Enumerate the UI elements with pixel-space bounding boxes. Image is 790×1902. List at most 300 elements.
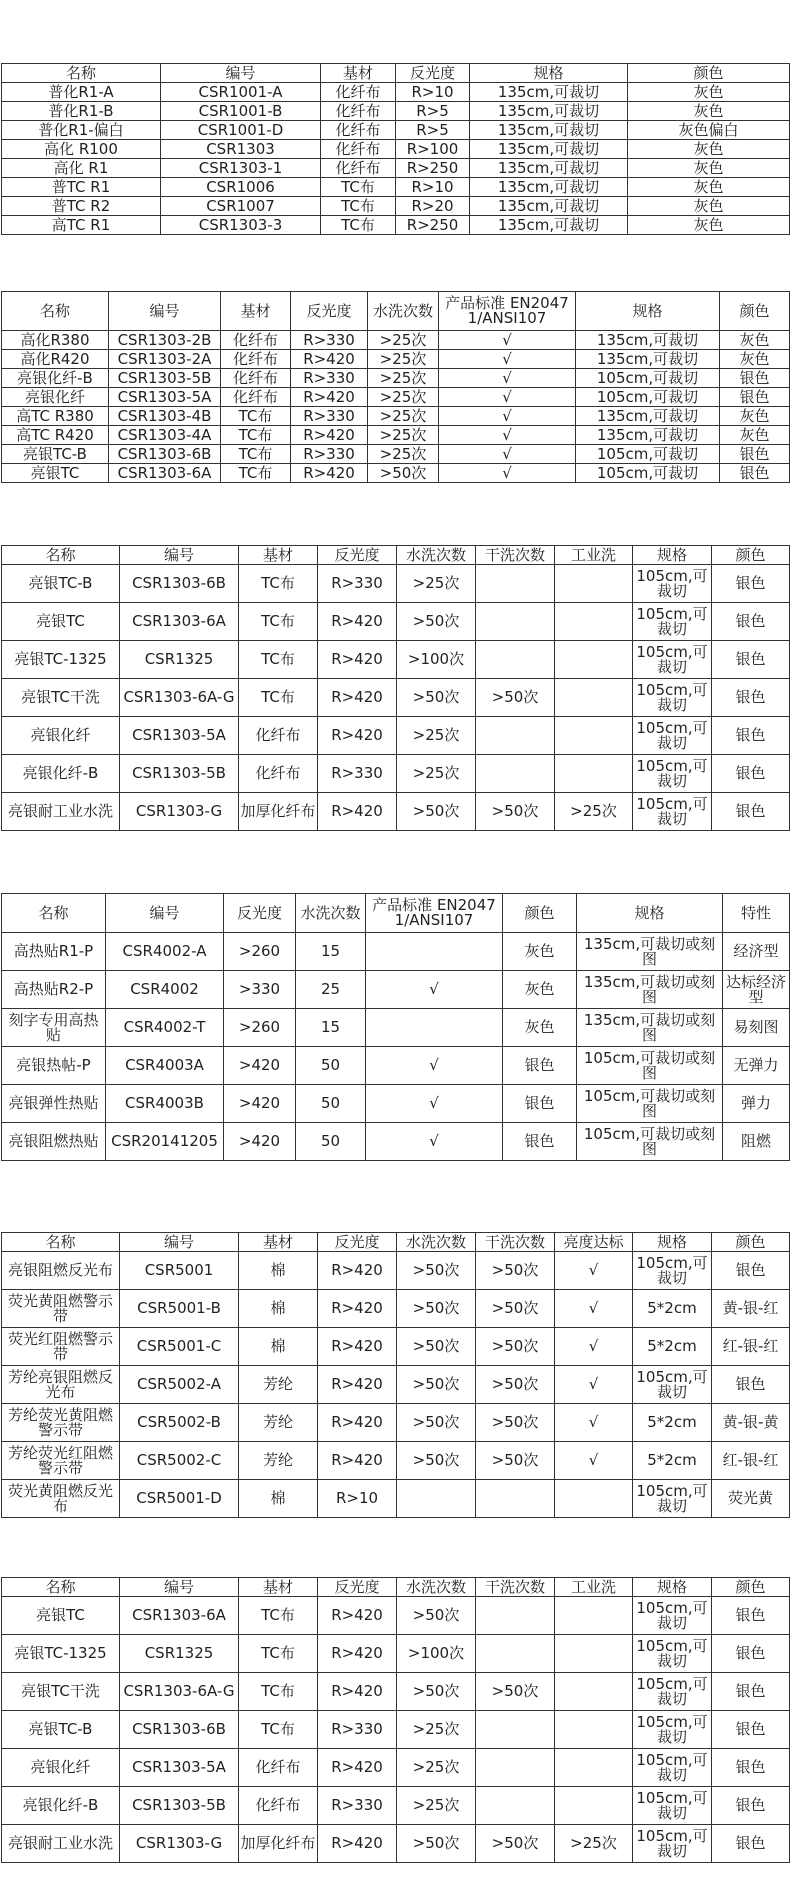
spec-table-2 (1, 291, 790, 483)
table-cell: 灰色偏白 (628, 121, 790, 140)
column-header: 水洗次数 (296, 894, 366, 933)
column-header: 颜色 (712, 1233, 790, 1252)
table-cell: 50 (296, 1047, 366, 1085)
table-cell: 银色 (712, 1597, 790, 1635)
table-cell (555, 1749, 633, 1787)
table-cell: 亮银化纤 (2, 388, 109, 407)
table-row (2, 679, 790, 717)
table-cell: CSR1325 (120, 641, 239, 679)
table-cell (476, 717, 555, 755)
table-cell: CSR1303-1 (161, 159, 321, 178)
table-cell: 105cm,可裁切 (633, 1825, 712, 1863)
table-cell: TC布 (321, 178, 396, 197)
table-cell: R>420 (318, 1825, 397, 1863)
table-row (2, 1480, 790, 1518)
spec-table-6 (1, 1577, 790, 1863)
table-row (2, 1749, 790, 1787)
column-header: 规格 (470, 64, 628, 83)
column-header: 规格 (633, 546, 712, 565)
table-cell: 灰色 (628, 83, 790, 102)
table-cell: R>420 (318, 1442, 397, 1480)
column-header: 颜色 (503, 894, 577, 933)
table-cell (555, 1480, 633, 1518)
table-row (2, 755, 790, 793)
table-cell (476, 1711, 555, 1749)
table-cell: 银色 (720, 388, 790, 407)
column-header: 颜色 (712, 1578, 790, 1597)
table-cell: 5*2cm (633, 1290, 712, 1328)
table-cell: >100次 (397, 1635, 476, 1673)
table-cell: 银色 (720, 369, 790, 388)
table-cell: 25 (296, 971, 366, 1009)
table-cell: R>330 (318, 1787, 397, 1825)
table-cell: 弹力 (723, 1085, 790, 1123)
table-row (2, 793, 790, 831)
table-row (2, 178, 790, 197)
table-cell (476, 641, 555, 679)
table-cell: 银色 (503, 1085, 577, 1123)
table-cell: 亮银热帖-P (2, 1047, 106, 1085)
table-cell: 银色 (712, 603, 790, 641)
column-header: 基材 (221, 292, 291, 331)
table-row (2, 121, 790, 140)
column-header: 颜色 (628, 64, 790, 83)
column-header: 编号 (120, 1578, 239, 1597)
table-cell: 化纤布 (239, 1749, 318, 1787)
table-cell: 50 (296, 1085, 366, 1123)
table-cell: R>420 (318, 717, 397, 755)
table-row (2, 407, 790, 426)
table-cell: R>100 (396, 140, 470, 159)
table-cell: 黄-银-黄 (712, 1404, 790, 1442)
table-cell: 高热贴R2-P (2, 971, 106, 1009)
column-header: 编号 (120, 546, 239, 565)
table-cell: CSR1303-G (120, 1825, 239, 1863)
table-cell: >50次 (476, 1404, 555, 1442)
table-cell: 高化 R1 (2, 159, 161, 178)
table-cell: CSR5002-C (120, 1442, 239, 1480)
table-cell: >25次 (555, 1825, 633, 1863)
table-cell: >50次 (476, 1825, 555, 1863)
table-cell: CSR1303-5A (120, 1749, 239, 1787)
table-cell: CSR1303-6A (120, 1597, 239, 1635)
table-cell: R>420 (318, 1673, 397, 1711)
table-cell: CSR1303-2A (109, 350, 221, 369)
table-cell: >100次 (397, 641, 476, 679)
table-cell: >50次 (397, 1328, 476, 1366)
table-cell: CSR1303-6A (120, 603, 239, 641)
table-cell: CSR1303-3 (161, 216, 321, 235)
table-cell: √ (366, 1123, 503, 1161)
table-cell (476, 1749, 555, 1787)
table-cell: >25次 (397, 755, 476, 793)
table-cell (555, 565, 633, 603)
column-header: 水洗次数 (397, 1233, 476, 1252)
table-cell: R>420 (318, 1328, 397, 1366)
table-cell (476, 1480, 555, 1518)
column-header: 反光度 (318, 1233, 397, 1252)
table-cell: CSR1303-5A (109, 388, 221, 407)
column-header: 反光度 (396, 64, 470, 83)
table-cell: >50次 (397, 1825, 476, 1863)
table-cell: TC布 (321, 216, 396, 235)
table-cell: TC布 (221, 464, 291, 483)
table-cell: CSR1303-6A-G (120, 679, 239, 717)
table-cell: 银色 (712, 1749, 790, 1787)
table-cell: 亮银TC-B (2, 565, 120, 603)
table-header-row (2, 64, 790, 83)
table-cell: R>420 (318, 1252, 397, 1290)
table-cell: 加厚化纤布 (239, 1825, 318, 1863)
column-header: 颜色 (712, 546, 790, 565)
table-cell (476, 603, 555, 641)
spec-table-5 (1, 1232, 790, 1518)
table-cell: 亮银TC干洗 (2, 1673, 120, 1711)
table-cell: CSR1007 (161, 197, 321, 216)
table-cell: TC布 (239, 641, 318, 679)
table-cell: >25次 (368, 426, 439, 445)
table-cell: CSR5001 (120, 1252, 239, 1290)
table-cell: CSR1303 (161, 140, 321, 159)
table-cell: 105cm,可裁切或刻图 (577, 1085, 723, 1123)
table-cell: 亮银TC-B (2, 445, 109, 464)
table-cell: TC布 (239, 1673, 318, 1711)
table-cell: 灰色 (628, 140, 790, 159)
table-cell: 105cm,可裁切 (633, 1673, 712, 1711)
table-cell: √ (366, 1047, 503, 1085)
table-row (2, 102, 790, 121)
table-row (2, 603, 790, 641)
table-cell: 高化R420 (2, 350, 109, 369)
table-cell: R>330 (291, 331, 368, 350)
table-cell: R>420 (318, 1597, 397, 1635)
table-cell: CSR5001-D (120, 1480, 239, 1518)
column-header: 规格 (633, 1233, 712, 1252)
table-cell (555, 1711, 633, 1749)
column-header: 干洗次数 (476, 546, 555, 565)
table-cell: R>5 (396, 102, 470, 121)
table-cell: 易刻图 (723, 1009, 790, 1047)
table-cell: 5*2cm (633, 1404, 712, 1442)
table-cell: R>10 (396, 83, 470, 102)
table-cell: >420 (224, 1085, 296, 1123)
table-cell: 亮银耐工业水洗 (2, 1825, 120, 1863)
table-cell: √ (439, 464, 576, 483)
table-cell: CSR1303-4B (109, 407, 221, 426)
table-cell: 银色 (712, 1635, 790, 1673)
table-row (2, 1711, 790, 1749)
table-cell: 化纤布 (239, 755, 318, 793)
table-cell: √ (439, 426, 576, 445)
table-cell: 105cm,可裁切 (576, 445, 720, 464)
table-cell: 105cm,可裁切 (633, 717, 712, 755)
table-cell: 亮银化纤 (2, 1749, 120, 1787)
column-header: 水洗次数 (368, 292, 439, 331)
table-cell: >50次 (476, 1673, 555, 1711)
table-cell: 105cm,可裁切 (633, 1597, 712, 1635)
column-header: 名称 (2, 1578, 120, 1597)
column-header: 基材 (239, 546, 318, 565)
table-cell: >50次 (397, 1366, 476, 1404)
table-cell: >330 (224, 971, 296, 1009)
table-cell: R>10 (318, 1480, 397, 1518)
table-cell: 灰色 (628, 102, 790, 121)
table-cell: TC布 (221, 407, 291, 426)
table-cell: CSR4002-A (106, 933, 224, 971)
table-cell: R>330 (318, 565, 397, 603)
table-cell: 135cm,可裁切 (576, 331, 720, 350)
table-cell: 银色 (712, 1252, 790, 1290)
table-cell: 化纤布 (221, 388, 291, 407)
table-cell: CSR1006 (161, 178, 321, 197)
table-row (2, 83, 790, 102)
table-cell: 15 (296, 933, 366, 971)
table-row (2, 369, 790, 388)
table-cell: √ (555, 1404, 633, 1442)
table-cell: 棉 (239, 1252, 318, 1290)
table-cell: CSR1001-A (161, 83, 321, 102)
table-cell (476, 1787, 555, 1825)
table-cell: 高化R380 (2, 331, 109, 350)
table-row (2, 331, 790, 350)
table-cell: CSR1303-5B (109, 369, 221, 388)
table-cell (555, 641, 633, 679)
table-cell: 银色 (712, 1366, 790, 1404)
table-cell: 105cm,可裁切 (633, 603, 712, 641)
spec-table-4 (1, 893, 790, 1161)
table-cell: 105cm,可裁切 (633, 565, 712, 603)
table-cell: 芳纶荧光红阻燃警示带 (2, 1442, 120, 1480)
table-cell: 芳纶 (239, 1442, 318, 1480)
table-cell: 化纤布 (321, 140, 396, 159)
column-header: 基材 (239, 1233, 318, 1252)
column-header: 规格 (577, 894, 723, 933)
table-cell: 135cm,可裁切 (470, 140, 628, 159)
table-cell: >50次 (476, 1442, 555, 1480)
table-cell: >50次 (476, 1290, 555, 1328)
table-cell: >50次 (397, 1442, 476, 1480)
table-cell (555, 755, 633, 793)
table-row (2, 1252, 790, 1290)
table-cell: 灰色 (628, 216, 790, 235)
table-cell: 105cm,可裁切 (633, 1480, 712, 1518)
table-cell: 105cm,可裁切 (633, 1787, 712, 1825)
table-cell: 亮银TC干洗 (2, 679, 120, 717)
table-cell: 银色 (503, 1123, 577, 1161)
spec-table-3 (1, 545, 790, 831)
table-cell: R>20 (396, 197, 470, 216)
table-cell: 银色 (712, 641, 790, 679)
table-cell: >50次 (397, 1290, 476, 1328)
table-cell: R>420 (318, 1366, 397, 1404)
table-row (2, 1673, 790, 1711)
table-cell: CSR4002 (106, 971, 224, 1009)
table-cell: 105cm,可裁切 (633, 1635, 712, 1673)
table-cell: 亮银TC-B (2, 1711, 120, 1749)
table-cell: >25次 (368, 445, 439, 464)
table-cell: √ (555, 1366, 633, 1404)
table-cell: R>420 (318, 679, 397, 717)
table-cell: >25次 (368, 331, 439, 350)
table-cell: 银色 (720, 464, 790, 483)
table-cell: 高TC R420 (2, 426, 109, 445)
table-cell: 亮银耐工业水洗 (2, 793, 120, 831)
table-cell: 达标经济型 (723, 971, 790, 1009)
table-cell: 芳纶亮银阻燃反光布 (2, 1366, 120, 1404)
table-cell: 高化 R100 (2, 140, 161, 159)
table-cell: >25次 (397, 1787, 476, 1825)
table-cell: >50次 (397, 793, 476, 831)
table-cell: R>420 (318, 603, 397, 641)
table-cell: √ (439, 369, 576, 388)
table-cell: √ (555, 1290, 633, 1328)
table-cell: TC布 (239, 679, 318, 717)
table-row (2, 426, 790, 445)
table-cell: CSR1325 (120, 1635, 239, 1673)
table-cell: 亮银化纤-B (2, 1787, 120, 1825)
table-cell: CSR1303-5A (120, 717, 239, 755)
table-cell: CSR1001-D (161, 121, 321, 140)
column-header: 名称 (2, 546, 120, 565)
table-cell: 普TC R2 (2, 197, 161, 216)
table-cell: √ (439, 407, 576, 426)
table-cell: 105cm,可裁切 (633, 1252, 712, 1290)
table-cell: R>330 (291, 407, 368, 426)
table-cell: >50次 (368, 464, 439, 483)
table-cell: 15 (296, 1009, 366, 1047)
table-header-row (2, 1578, 790, 1597)
table-cell (555, 1635, 633, 1673)
table-cell: 黄-银-红 (712, 1290, 790, 1328)
table-cell: 105cm,可裁切 (576, 369, 720, 388)
table-cell: 105cm,可裁切 (633, 793, 712, 831)
table-cell: R>420 (318, 1635, 397, 1673)
table-cell: 银色 (712, 1673, 790, 1711)
table-row (2, 565, 790, 603)
table-row (2, 1009, 790, 1047)
table-cell (476, 1635, 555, 1673)
column-header: 规格 (576, 292, 720, 331)
table-cell: R>420 (291, 388, 368, 407)
table-row (2, 1366, 790, 1404)
table-cell: 亮银阻燃反光布 (2, 1252, 120, 1290)
table-cell: 银色 (712, 1711, 790, 1749)
table-cell: 化纤布 (321, 159, 396, 178)
table-cell: 105cm,可裁切 (633, 1749, 712, 1787)
column-header: 反光度 (318, 546, 397, 565)
table-cell: CSR1001-B (161, 102, 321, 121)
table-cell: 亮银弹性热贴 (2, 1085, 106, 1123)
table-cell: 灰色 (628, 159, 790, 178)
table-cell: 棉 (239, 1328, 318, 1366)
table-cell: R>330 (318, 755, 397, 793)
table-cell: 105cm,可裁切 (633, 1711, 712, 1749)
table-cell: 105cm,可裁切 (633, 1366, 712, 1404)
column-header: 规格 (633, 1578, 712, 1597)
table-cell: 135cm,可裁切 (470, 216, 628, 235)
table-row (2, 1328, 790, 1366)
table-cell: 灰色 (503, 933, 577, 971)
table-cell: CSR1303-6B (120, 1711, 239, 1749)
table-row (2, 1123, 790, 1161)
table-cell: 135cm,可裁切或刻图 (577, 933, 723, 971)
table-cell: R>420 (291, 426, 368, 445)
table-cell: 红-银-红 (712, 1328, 790, 1366)
table-cell: 棉 (239, 1290, 318, 1328)
table-cell: R>420 (291, 464, 368, 483)
table-cell: R>420 (291, 350, 368, 369)
table-cell: R>250 (396, 159, 470, 178)
table-cell: 化纤布 (321, 83, 396, 102)
table-cell: TC布 (239, 1635, 318, 1673)
column-header: 干洗次数 (476, 1578, 555, 1597)
table-cell: R>420 (318, 641, 397, 679)
table-cell: >50次 (397, 603, 476, 641)
table-cell: TC布 (221, 426, 291, 445)
table-cell: R>420 (318, 1290, 397, 1328)
table-cell: 银色 (712, 755, 790, 793)
table-cell: 无弹力 (723, 1047, 790, 1085)
table-cell: >50次 (397, 679, 476, 717)
table-cell: >50次 (397, 1404, 476, 1442)
table-cell: √ (439, 388, 576, 407)
column-header: 产品标准 EN20471/ANSI107 (439, 292, 576, 331)
table-cell: R>5 (396, 121, 470, 140)
table-cell: √ (439, 350, 576, 369)
table-cell: 化纤布 (221, 369, 291, 388)
table-cell: 135cm,可裁切 (470, 159, 628, 178)
table-cell: CSR1303-6A-G (120, 1673, 239, 1711)
table-cell: 105cm,可裁切 (576, 388, 720, 407)
table-cell: 亮银TC-1325 (2, 1635, 120, 1673)
table-cell: 105cm,可裁切 (633, 641, 712, 679)
table-row (2, 159, 790, 178)
table-cell: >25次 (368, 388, 439, 407)
table-cell: CSR5002-A (120, 1366, 239, 1404)
table-cell: √ (555, 1328, 633, 1366)
table-cell: CSR1303-4A (109, 426, 221, 445)
table-cell: 105cm,可裁切或刻图 (577, 1047, 723, 1085)
table-cell: >50次 (476, 679, 555, 717)
table-cell: 135cm,可裁切 (470, 83, 628, 102)
table-cell (555, 679, 633, 717)
table-row (2, 1635, 790, 1673)
table-cell: TC布 (221, 445, 291, 464)
table-cell: 经济型 (723, 933, 790, 971)
table-cell: >420 (224, 1123, 296, 1161)
table-cell (397, 1480, 476, 1518)
table-row (2, 1404, 790, 1442)
table-cell: 灰色 (720, 426, 790, 445)
table-cell: CSR1303-G (120, 793, 239, 831)
column-header: 名称 (2, 292, 109, 331)
table-cell: 化纤布 (321, 121, 396, 140)
table-cell: 135cm,可裁切或刻图 (577, 971, 723, 1009)
table-cell: >50次 (397, 1673, 476, 1711)
table-cell: >50次 (397, 1597, 476, 1635)
table-cell: 银色 (720, 445, 790, 464)
table-row (2, 1597, 790, 1635)
table-cell: CSR1303-5B (120, 1787, 239, 1825)
table-cell (555, 1597, 633, 1635)
table-cell: 芳纶荧光黄阻燃警示带 (2, 1404, 120, 1442)
table-cell: CSR4002-T (106, 1009, 224, 1047)
column-header: 名称 (2, 64, 161, 83)
table-cell: 高热贴R1-P (2, 933, 106, 971)
column-header: 水洗次数 (397, 1578, 476, 1597)
table-row (2, 717, 790, 755)
table-cell: >50次 (476, 1252, 555, 1290)
